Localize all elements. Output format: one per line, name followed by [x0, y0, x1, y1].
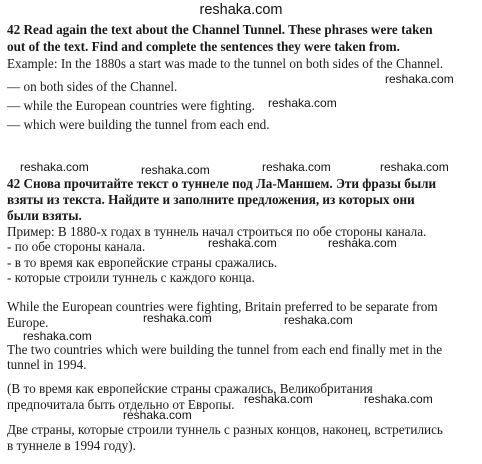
phrase-item: — while the European countries were fighting. — [7, 98, 255, 113]
watermark: reshaka.com — [268, 96, 337, 110]
watermark: reshaka.com — [284, 313, 353, 327]
header-watermark: reshaka.com — [199, 2, 283, 18]
exercise-title-en-cont: out of the text. Find and complete the sentences they were taken from. — [7, 39, 400, 54]
phrase-item: — which were building the tunnel from each end. — [7, 117, 270, 132]
watermark: reshaka.com — [328, 236, 397, 250]
answer-ru: (В то время как европейские страны сражались, Великобритания — [7, 381, 373, 396]
answer-en-cont: Europe. — [7, 315, 49, 330]
exercise-title-ru: 42 Снова прочитайте текст о туннеле под Ла-Маншем. Эти фразы были — [7, 176, 437, 191]
example-en: Example: In the 1880s a start was made to the tunnel on both sides of the Channel. — [7, 56, 444, 71]
watermark: reshaka.com — [380, 160, 449, 174]
watermark: reshaka.com — [20, 160, 89, 174]
answer-ru-cont: предпочитала быть отдельно от Европы. — [7, 397, 235, 412]
phrase-item-ru: - которые строили туннель с каждого конца. — [7, 270, 255, 285]
watermark: reshaka.com — [385, 72, 454, 86]
phrase-item-ru: - по обе стороны канала. — [7, 239, 146, 254]
watermark: reshaka.com — [143, 311, 212, 325]
answer-en: The two countries which were building the tunnel from each end finally met in the — [7, 342, 443, 357]
watermark: reshaka.com — [123, 408, 192, 422]
watermark: reshaka.com — [262, 160, 331, 174]
exercise-title-ru-cont2: были взяты. — [7, 208, 82, 223]
answer-ru: Две страны, которые строили туннель с разных концов, наконец, встретились — [7, 422, 443, 437]
watermark: reshaka.com — [141, 163, 210, 177]
phrase-item: — on both sides of the Channel. — [7, 79, 178, 94]
watermark: reshaka.com — [23, 329, 92, 343]
watermark: reshaka.com — [244, 392, 313, 406]
watermark: reshaka.com — [208, 236, 277, 250]
exercise-title-ru-cont: взяты из текста. Найдите и заполните предложения, из которых они — [7, 192, 415, 207]
example-ru: Пример: В 1880-х годах в туннель начал строиться по обе стороны канала. — [7, 224, 427, 239]
exercise-title-en: 42 Read again the text about the Channel Tunnel. These phrases were taken — [7, 22, 433, 37]
answer-en-cont: tunnel in 1994. — [7, 357, 87, 372]
phrase-item-ru: - в то время как европейские страны сражались. — [7, 255, 278, 270]
answer-en: While the European countries were fighting, Britain preferred to be separate from — [7, 299, 438, 314]
answer-ru-cont: в туннеле в 1994 году). — [7, 438, 136, 453]
watermark: reshaka.com — [364, 392, 433, 406]
